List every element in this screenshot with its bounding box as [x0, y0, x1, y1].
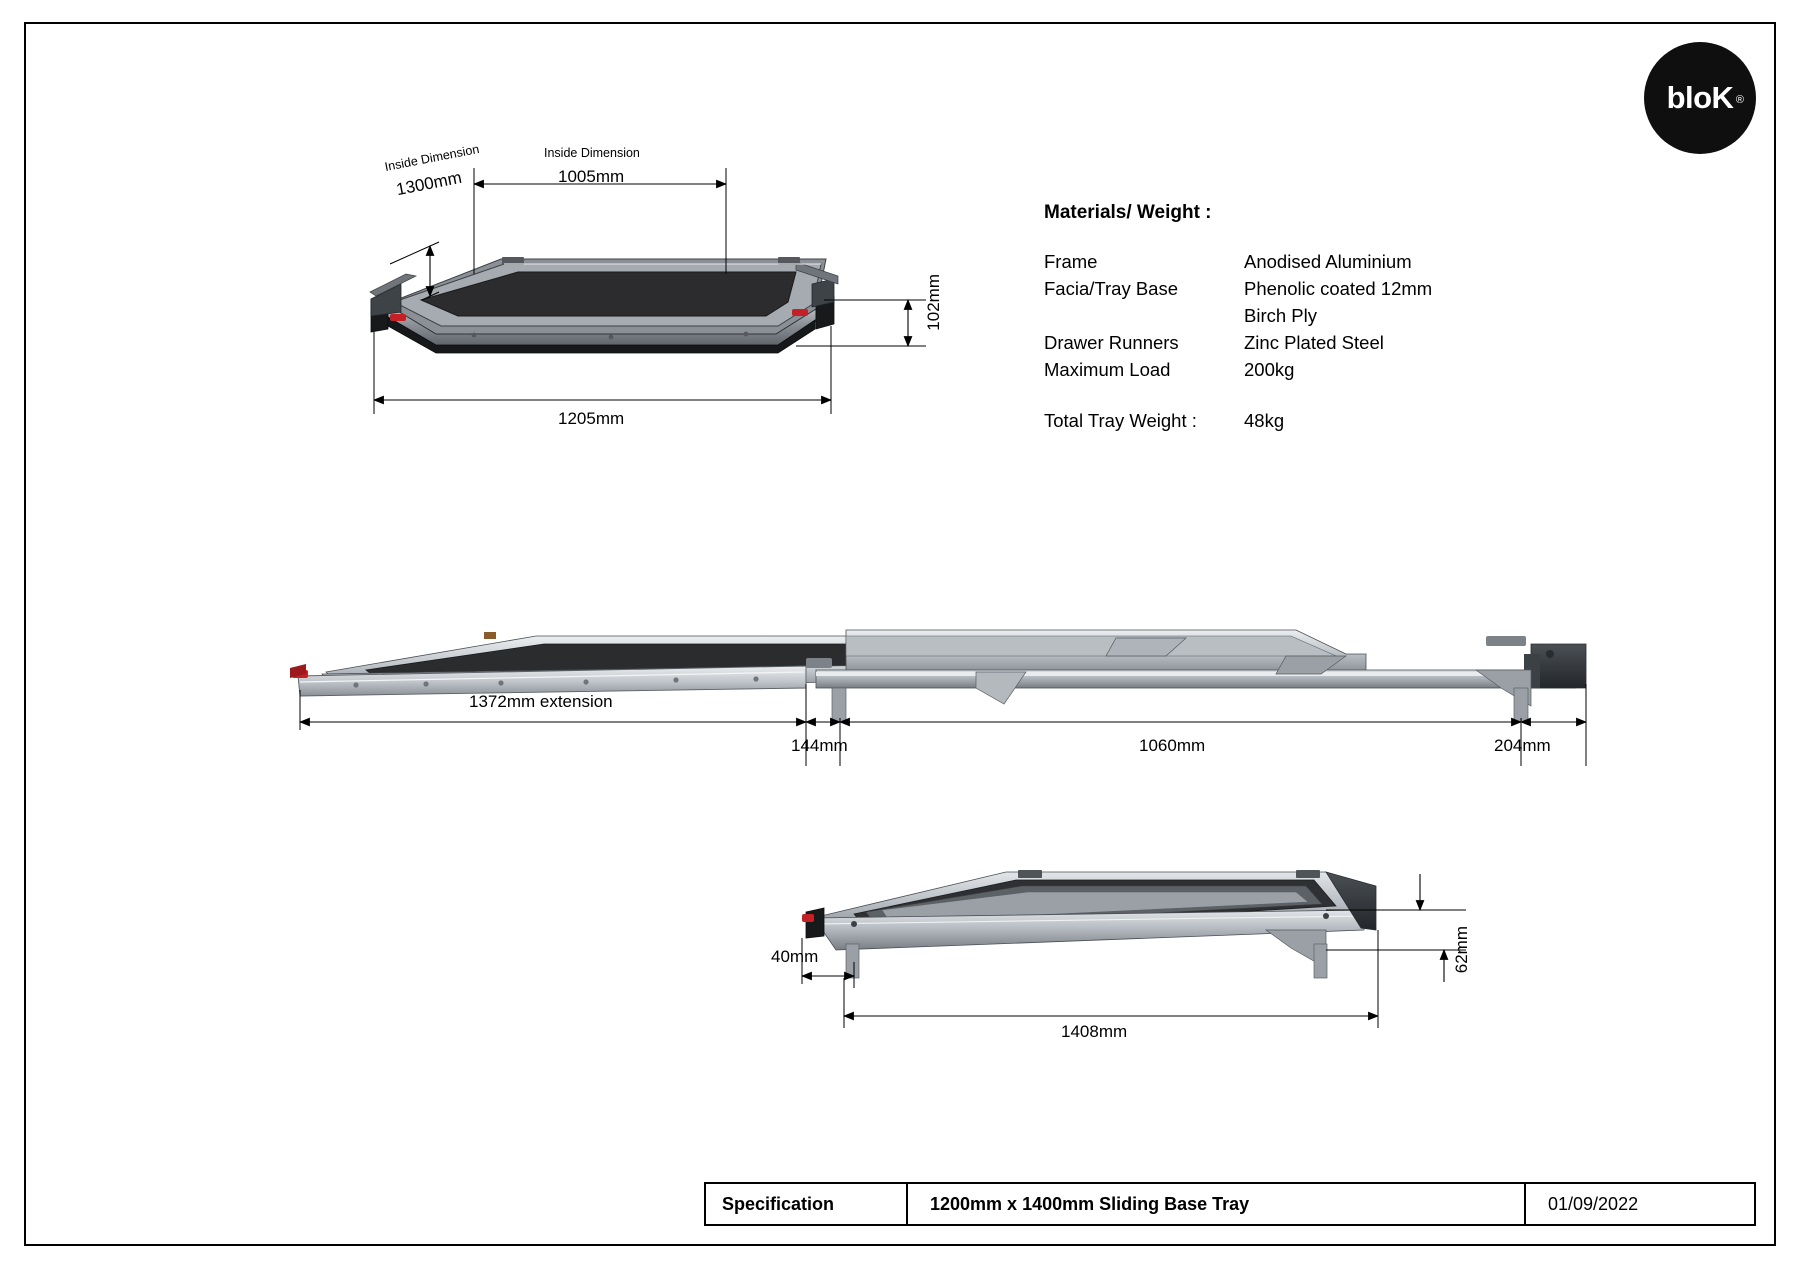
tray-extended-drawing: [286, 614, 1566, 844]
blok-logo: [1644, 42, 1756, 154]
material-label: Facia/Tray Base: [1044, 278, 1178, 299]
label-1060mm: 1060mm: [1139, 736, 1206, 755]
material-row: [1044, 248, 1604, 275]
material-row: [1044, 275, 1604, 302]
material-value: Anodised Aluminium: [1244, 251, 1412, 272]
label-inside-dim-1005: 1005mm: [558, 167, 625, 186]
foot-stud-right: [1514, 688, 1528, 722]
material-value: Birch Ply: [1244, 305, 1317, 326]
view-tray-closed-side: [766, 864, 1566, 1074]
label-144mm: 144mm: [791, 736, 848, 755]
label-dim-1205: 1205mm: [558, 409, 625, 428]
view-tray-closed-iso: [326, 124, 976, 484]
title-block: [704, 1182, 1756, 1226]
registered-mark-icon: ®: [1735, 94, 1744, 106]
label-1408mm: 1408mm: [1061, 1022, 1128, 1041]
tray-body: [370, 257, 838, 353]
logo-text: bloK: [1666, 80, 1734, 115]
materials-panel: [1044, 202, 1604, 434]
material-row: [1044, 356, 1604, 383]
foot-stud-rear: [1314, 944, 1327, 978]
label-inside-dimension-right: Inside Dimension: [544, 146, 640, 160]
material-value: Phenolic coated 12mm: [1244, 278, 1433, 299]
label-1372-extension: 1372mm extension: [469, 692, 613, 711]
material-label: [1044, 302, 1244, 329]
material-row: [1044, 302, 1604, 329]
drawing-date: 01/09/2022: [1548, 1193, 1639, 1214]
spacer: [1044, 383, 1604, 407]
material-value: 200kg: [1244, 359, 1295, 380]
foot-stud-left: [832, 688, 846, 722]
materials-heading: Materials/ Weight :: [1044, 202, 1212, 223]
closed-assembly: [802, 870, 1376, 978]
label-40mm: 40mm: [771, 947, 819, 966]
spec-label: Specification: [706, 1184, 908, 1224]
tray-closed-drawing: [766, 864, 1566, 1074]
total-weight-row: [1044, 407, 1604, 434]
material-label: Maximum Load: [1044, 359, 1171, 380]
label-204mm: 204mm: [1494, 736, 1551, 755]
material-row: [1044, 329, 1604, 356]
drawing-sheet: [24, 22, 1776, 1246]
total-weight-value: 48kg: [1244, 410, 1285, 431]
red-latch-right: [792, 309, 808, 316]
red-latch-left: [390, 314, 406, 321]
label-inside-dim-1300: 1300mm: [394, 167, 464, 200]
material-value: Zinc Plated Steel: [1244, 332, 1384, 353]
label-inside-dimension-left: Inside Dimension: [383, 141, 481, 175]
material-label: Frame: [1044, 251, 1098, 272]
foot-stud-front: [846, 944, 859, 978]
label-dim-102: 102mm: [924, 274, 943, 331]
drawing-title: 1200mm x 1400mm Sliding Base Tray: [908, 1184, 1526, 1224]
material-label: Drawer Runners: [1044, 332, 1179, 353]
label-62mm: 62mm: [1452, 926, 1471, 974]
total-weight-label: Total Tray Weight :: [1044, 410, 1197, 431]
view-tray-extended-side: [286, 614, 1566, 844]
red-latch-closed: [802, 914, 814, 922]
